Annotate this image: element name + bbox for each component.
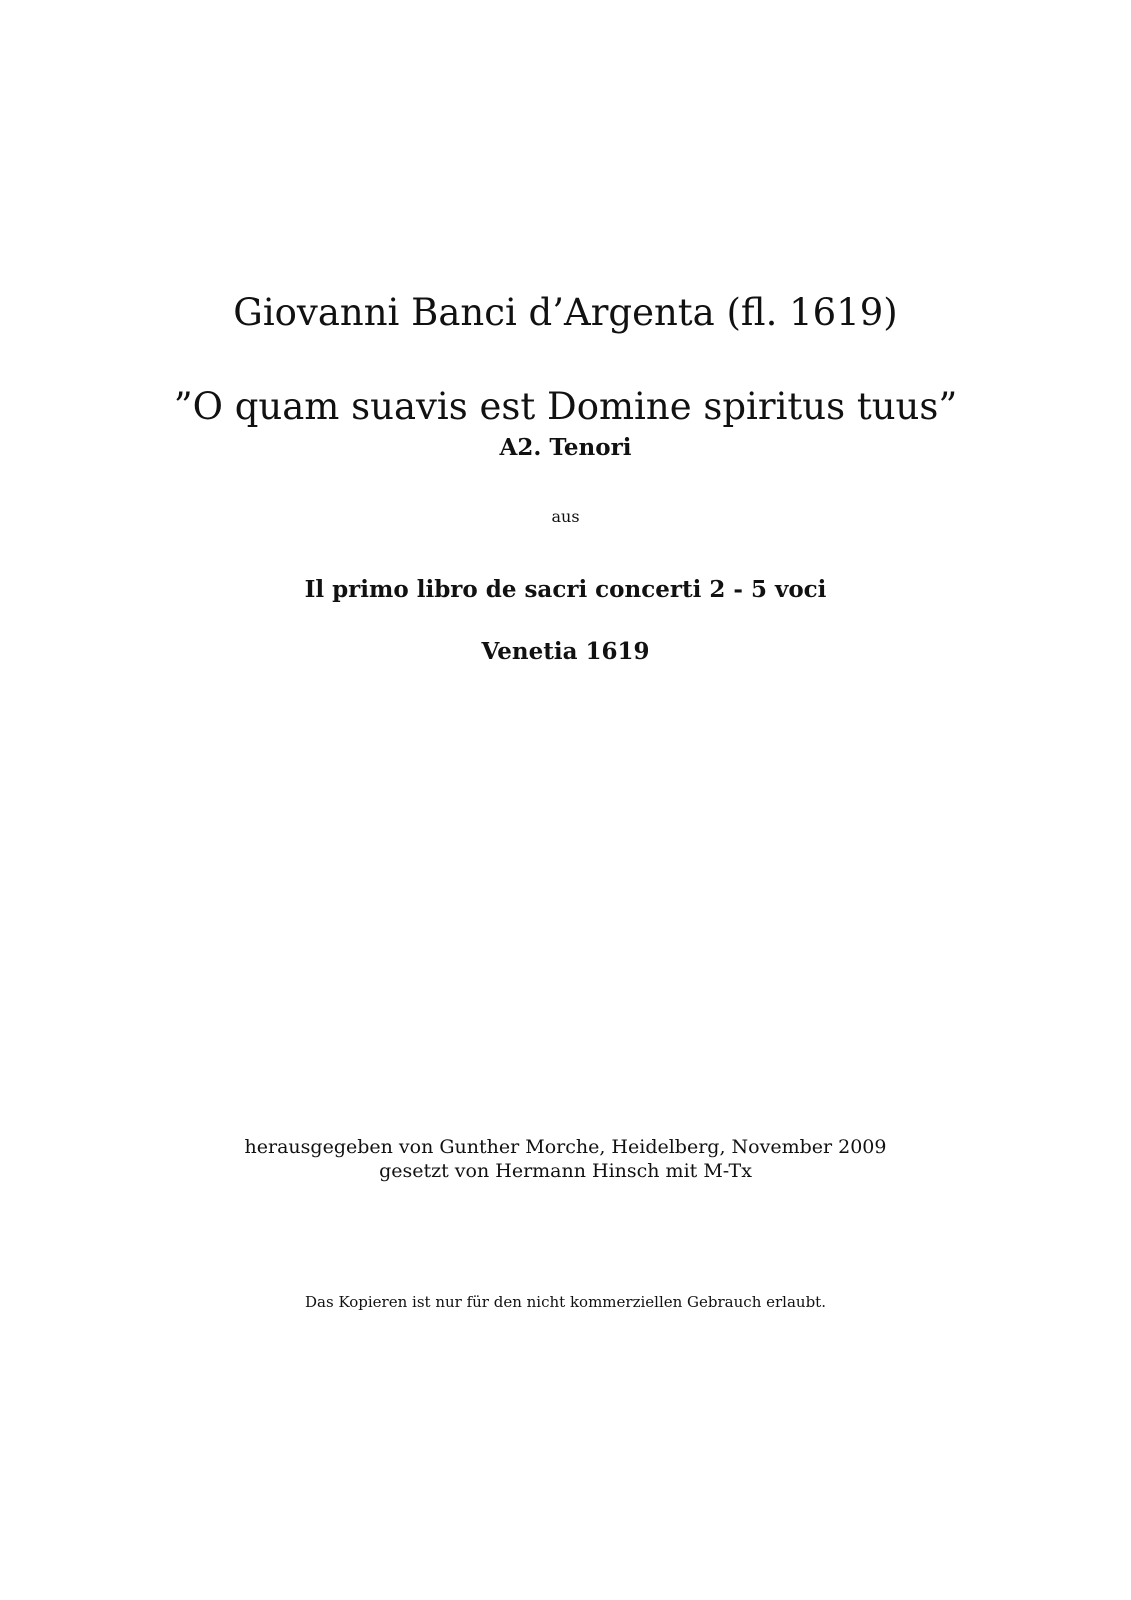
voicing-label: A2. Tenori — [499, 434, 632, 461]
typesetter-credit: gesetzt von Hermann Hinsch mit M-Tx — [379, 1160, 752, 1182]
editor-credit: herausgegeben von Gunther Morche, Heidelberg, November 2009 — [244, 1136, 887, 1158]
collection-title: Il primo libro de sacri concerti 2 - 5 voci — [304, 576, 827, 603]
place-year: Venetia 1619 — [481, 638, 650, 665]
copyright-notice: Das Kopieren ist nur für den nicht kommerziellen Gebrauch erlaubt. — [305, 1293, 826, 1311]
from-label: aus — [551, 507, 580, 526]
work-title: ”O quam suavis est Domine spiritus tuus” — [173, 385, 958, 428]
composer-heading: Giovanni Banci d’Argenta (fl. 1619) — [233, 291, 898, 334]
